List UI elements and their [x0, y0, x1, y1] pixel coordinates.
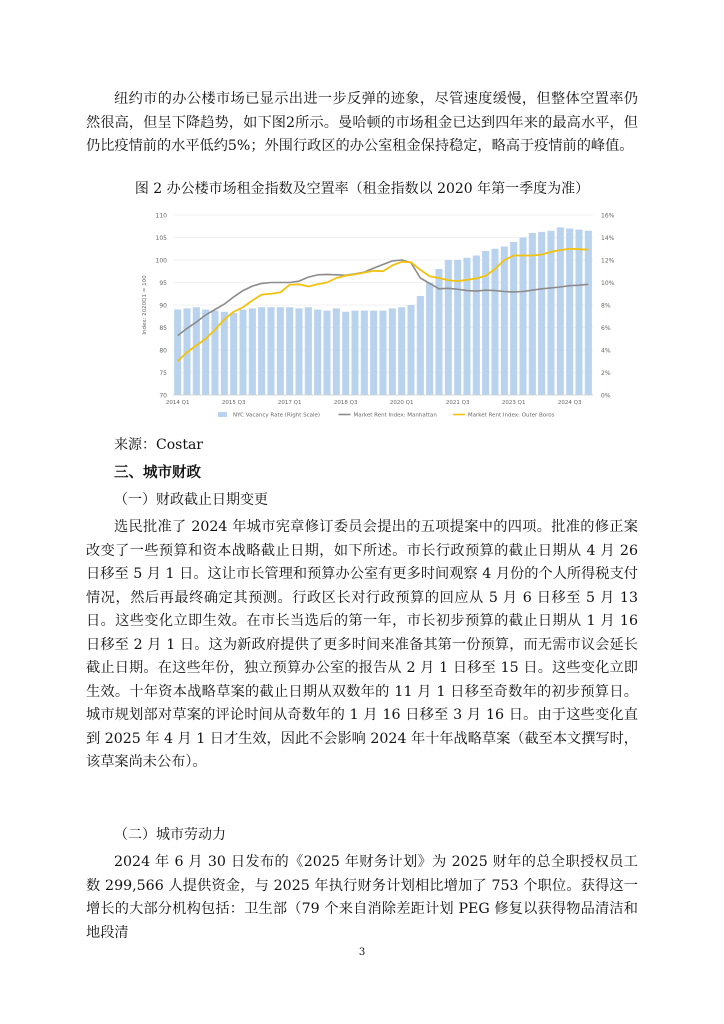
- chart-source: 来源：Costar: [114, 437, 203, 453]
- x-tick-label: 2024 Q3: [557, 400, 582, 406]
- legend-label: NYC Vacancy Rate (Right Scale): [233, 412, 321, 419]
- right-tick-label: 4%: [601, 347, 611, 355]
- section-heading: 三、城市财政: [114, 465, 201, 481]
- vacancy-bar: [211, 311, 218, 395]
- left-tick-label: 90: [159, 302, 167, 310]
- vacancy-bar: [538, 232, 545, 395]
- vacancy-bar: [407, 305, 414, 395]
- deadlines-paragraph: 选民批准了 2024 年城市宪章修订委员会提出的五项提案中的四项。批准的修正案改变了一些预算和资本战略截止日期，如下所述。市长行政预算的截止日期从 4 月 26 日移至 5 月 1 日。这让市长管理和预算办公室有更多时间观察 4 月份的个人所得税支付情况，然后再最终确定其预测。行政区长对行政预算的回应从 5 月 6 日移至 5 月 13 日。这些变化立即生效。在市长当选后的第一年，市长初步预算的截止日期从 1 月 16 日移至 2 月 1 日。这为新政府提供了更多时间来准备其第一份预算，而无需市议会延长截止日期。在这些年份，独立预算办公室的报告从 2 月 1 日移至 15 日。这些变化立即生效。十年资本战略草案的截止日期从双数年的 11 月 1 日移至奇数年的初步预算日。城市规划部对草案的评论时间从奇数年的 1 月 16 日移至 3 月 16 日。由于这些变化直到 2025 年 4 月 1 日才生效，因此不会影响 2024 年十年战略草案（截至本文撰写时，该草案尚未公布）。: [86, 519, 638, 770]
- legend-label: Market Rent Index: Manhattan: [353, 412, 437, 419]
- right-tick-label: 16%: [601, 212, 615, 220]
- left-tick-label: 100: [155, 257, 167, 265]
- vacancy-bar: [370, 311, 377, 395]
- vacancy-bar: [501, 247, 508, 396]
- x-tick-label: 2014 Q1: [165, 400, 190, 406]
- vacancy-bar: [174, 310, 181, 396]
- vacancy-bar: [529, 233, 536, 395]
- right-tick-label: 14%: [601, 235, 615, 242]
- vacancy-bar: [585, 231, 592, 395]
- vacancy-bar: [510, 242, 517, 395]
- vacancy-bar: [305, 307, 312, 395]
- left-tick-label: 85: [159, 325, 167, 332]
- chart-legend: [218, 412, 555, 419]
- left-tick-label: 75: [159, 370, 167, 377]
- x-tick-label: 2015 Q3: [221, 400, 246, 406]
- vacancy-bar: [361, 311, 368, 395]
- right-tick-label: 0%: [601, 392, 611, 400]
- right-tick-label: 12%: [601, 257, 615, 265]
- vacancy-bar: [575, 230, 582, 395]
- vacancy-bar: [473, 256, 480, 396]
- vacancy-bar: [333, 308, 340, 395]
- legend-label: Market Rent Index: Outer Boros: [467, 412, 555, 419]
- vacancy-bar: [286, 307, 293, 395]
- vacancy-bar: [463, 258, 470, 395]
- figure-caption: 图 2 办公楼市场租金指数及空置率（租金指数以 2020 年第一季度为准）: [134, 181, 590, 197]
- vacancy-bar: [566, 229, 573, 396]
- vacancy-bar: [351, 311, 358, 395]
- vacancy-bar: [482, 251, 489, 395]
- vacancy-bar: [342, 312, 349, 395]
- vacancy-bar: [398, 307, 405, 395]
- vacancy-bar: [417, 296, 424, 395]
- right-tick-label: 2%: [601, 370, 611, 377]
- page-number: 3: [358, 947, 366, 958]
- vacancy-bar: [230, 313, 237, 395]
- subsection-heading-workforce: （二）城市劳动力: [114, 827, 226, 843]
- x-tick-label: 2023 Q1: [501, 400, 526, 406]
- vacancy-bar: [557, 227, 564, 395]
- vacancy-bar: [221, 312, 228, 395]
- left-tick-label: 70: [159, 392, 167, 400]
- right-tick-label: 8%: [601, 302, 611, 310]
- vacancy-bar: [249, 308, 256, 395]
- workforce-paragraph: 2024 年 6 月 30 日发布的《2025 年财务计划》为 2025 财年的总全职授权员工数 299,566 人提供资金，与 2025 年执行财务计划相比增加了 753 个职位。获得这一增长的大部分机构包括：卫生部（79 个来自消除差距计划 PEG 修复以获得物品清洁和地段清: [86, 854, 638, 941]
- intro-paragraph: 纽约市的办公楼市场已显示出进一步反弹的迹象，尽管速度缓慢，但整体空置率仍然很高，但呈下降趋势，如下图2所示。曼哈顿的市场租金已达到四年来的最高水平，但仍比疫情前的水平低约5%；外围行政区的办公室租金保持稳定，略高于疫情前的峰值。: [86, 91, 638, 154]
- vacancy-bar: [314, 310, 321, 396]
- vacancy-bar: [426, 283, 433, 396]
- legend-swatch-vacancy: [218, 412, 227, 417]
- right-tick-label: 10%: [601, 280, 615, 287]
- vacancy-bar: [267, 307, 274, 395]
- vacancy-bar: [277, 307, 284, 395]
- subsection-heading-deadlines: （一）财政截止日期变更: [114, 492, 268, 508]
- y-axis-label: Index: 2020Q1 = 100: [142, 275, 148, 335]
- vacancy-bar: [547, 231, 554, 395]
- x-tick-label: 2017 Q1: [277, 400, 302, 406]
- rent-vacancy-chart: [138, 205, 628, 430]
- vacancy-bar: [379, 311, 386, 395]
- vacancy-bar: [389, 308, 396, 395]
- vacancy-bar: [202, 310, 209, 396]
- left-tick-label: 110: [155, 212, 167, 220]
- vacancy-bar: [323, 311, 330, 395]
- x-tick-label: 2020 Q1: [389, 400, 414, 406]
- left-tick-label: 105: [155, 235, 167, 242]
- vacancy-bar: [519, 238, 526, 396]
- vacancy-bar: [239, 310, 246, 396]
- left-tick-label: 95: [159, 280, 167, 287]
- vacancy-bar: [295, 308, 302, 395]
- x-tick-label: 2021 Q3: [445, 400, 470, 406]
- right-tick-label: 6%: [601, 325, 611, 332]
- vacancy-bar: [258, 307, 265, 395]
- x-tick-label: 2018 Q3: [333, 400, 358, 406]
- left-tick-label: 80: [159, 347, 167, 355]
